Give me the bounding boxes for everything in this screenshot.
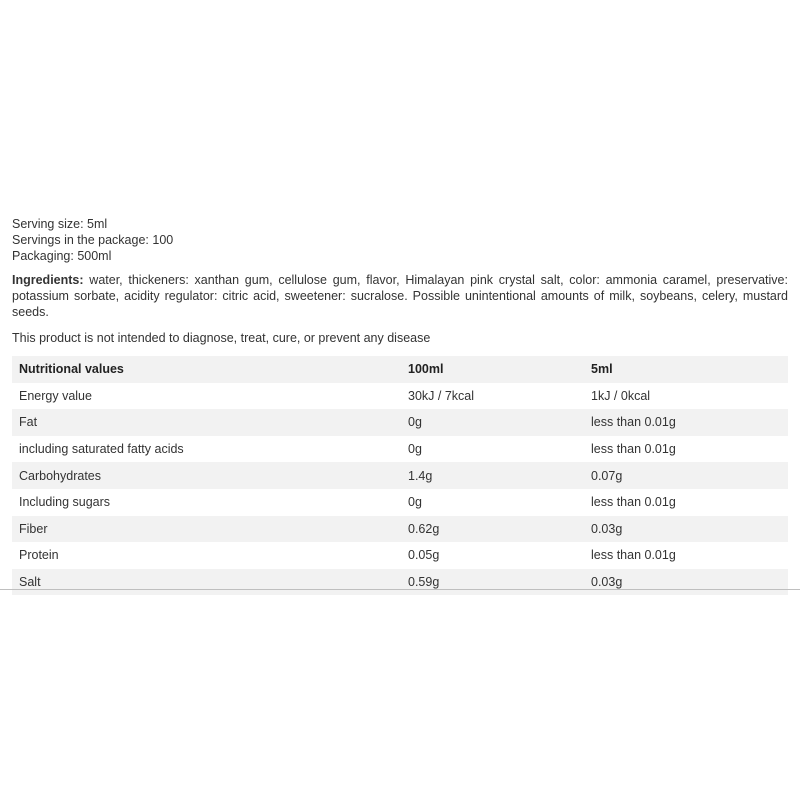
- disclaimer: This product is not intended to diagnose, treat, cure, or prevent any disease: [12, 331, 431, 345]
- value-5ml: 0.07g: [591, 468, 623, 483]
- table-row: [12, 436, 788, 463]
- nutrient-name: Carbohydrates: [19, 468, 101, 483]
- nutrient-name: Salt: [19, 575, 41, 590]
- servings-in-package: Servings in the package: 100: [12, 233, 174, 247]
- nutrient-name: Energy value: [19, 388, 92, 403]
- table-row: [12, 542, 788, 569]
- table-row: [12, 516, 788, 543]
- header-nutritional-values: Nutritional values: [19, 362, 124, 377]
- value-100ml: 30kJ / 7kcal: [408, 388, 475, 403]
- value-5ml: 0.03g: [591, 521, 623, 536]
- value-100ml: 0.05g: [408, 548, 440, 563]
- ingredients-text: water, thickeners: xanthan gum, cellulose gum, flavor, Himalayan pink crystal salt, color: ammonia caramel, preservative: potassium sorbate, acidity regulator: citric acid, sweetener: sucralose. Possible unintentional amounts of milk, soybeans, celery, mustard seeds.: [12, 273, 788, 319]
- table-header-row: [12, 356, 788, 383]
- bottom-divider: [0, 589, 800, 590]
- ingredients: [0, 272, 800, 320]
- value-100ml: 0g: [408, 442, 422, 457]
- serving-info: [0, 216, 800, 264]
- table-row: [12, 489, 788, 516]
- value-100ml: 0g: [408, 415, 422, 430]
- ingredients-label: Ingredients:: [12, 273, 84, 287]
- value-5ml: less than 0.01g: [591, 548, 676, 563]
- table-row: [12, 462, 788, 489]
- header-5ml: 5ml: [591, 362, 613, 377]
- serving-size: Serving size: 5ml: [12, 217, 108, 231]
- nutrient-name: including saturated fatty acids: [19, 442, 184, 457]
- packaging: Packaging: 500ml: [12, 249, 112, 263]
- value-100ml: 0.62g: [408, 521, 440, 536]
- value-5ml: less than 0.01g: [591, 415, 676, 430]
- value-5ml: less than 0.01g: [591, 495, 676, 510]
- value-5ml: 1kJ / 0kcal: [591, 388, 651, 403]
- nutrient-name: Fiber: [19, 521, 48, 536]
- nutrient-name: Protein: [19, 548, 59, 563]
- table-row: [12, 383, 788, 410]
- nutrient-name: Fat: [19, 415, 38, 430]
- value-100ml: 0g: [408, 495, 422, 510]
- value-5ml: less than 0.01g: [591, 442, 676, 457]
- nutrition-table: [12, 356, 788, 595]
- table-row: [12, 569, 788, 596]
- nutrient-name: Including sugars: [19, 495, 111, 510]
- value-100ml: 0.59g: [408, 575, 440, 590]
- table-row: [12, 409, 788, 436]
- value-100ml: 1.4g: [408, 468, 433, 483]
- value-5ml: 0.03g: [591, 575, 623, 590]
- header-100ml: 100ml: [408, 362, 444, 377]
- product-info: [0, 216, 800, 595]
